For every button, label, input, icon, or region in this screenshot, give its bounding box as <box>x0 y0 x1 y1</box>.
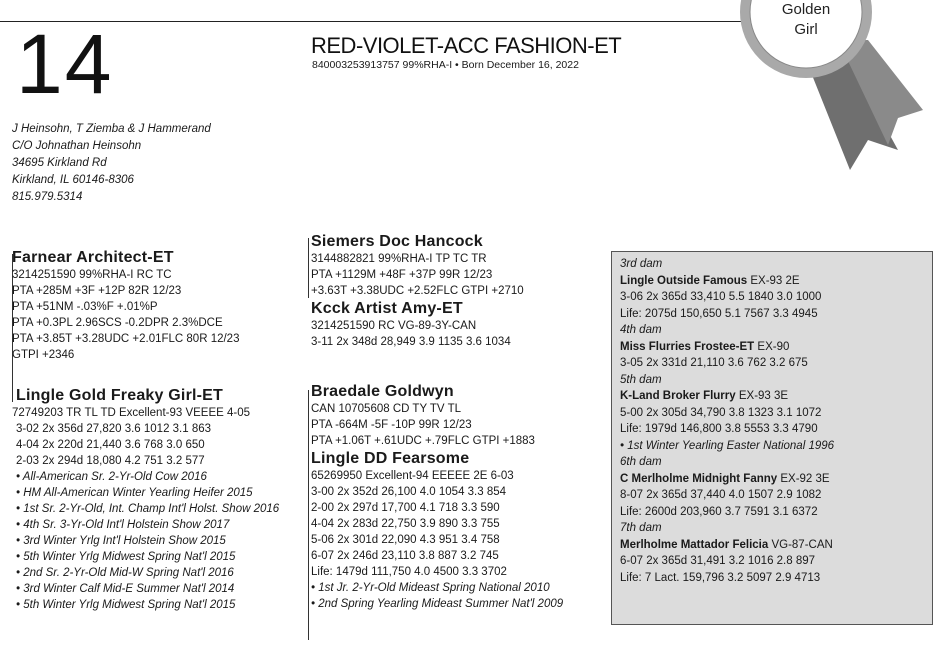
ancestor-line: Life: 2600d 203,960 3.7 7591 3.1 6372 <box>620 505 818 518</box>
ancestor-line: Life: 2075d 150,650 5.1 7567 3.3 4945 <box>620 307 818 320</box>
dam-line: 2-03 2x 294d 18,080 4.2 751 3.2 577 <box>16 455 205 467</box>
animal-details: 840003253913757 99%RHA-I • Born December 16, 2022 <box>312 59 579 71</box>
ancestor-label: 7th dam <box>620 522 662 534</box>
sire-of-sire-line: PTA +1129M +48F +37P 99R 12/23 <box>311 269 493 281</box>
dam-honor: • HM All-American Winter Yearling Heifer 2015 <box>16 487 253 499</box>
sire-parents-block <box>311 232 524 350</box>
ancestry-box <box>611 251 933 625</box>
dam-of-dam-line: Life: 1479d 111,750 4.0 4500 3.3 3702 <box>311 566 507 578</box>
sire-line: 3214251590 99%RHA-I RC TC <box>12 269 172 281</box>
owner-line: 34695 Kirkland Rd <box>12 157 107 169</box>
dam-honor: • 5th Winter Yrlg Midwest Spring Nat'l 2015 <box>16 599 236 611</box>
sire-line: GTPI +2346 <box>12 349 75 361</box>
dam-line: 72749203 TR TL TD Excellent-93 VEEEE 4-05 <box>12 407 251 419</box>
dam-name: Lingle Gold Freaky Girl-ET <box>16 387 224 404</box>
dam-honor: • 1st Sr. 2-Yr-Old, Int. Champ Int'l Holst. Show 2016 <box>16 503 280 515</box>
ancestor-label: 6th dam <box>620 456 662 468</box>
ancestor-label: 3rd dam <box>620 258 663 270</box>
sire-block <box>12 248 239 363</box>
ancestor-honor: • 1st Winter Yearling Easter National 1996 <box>620 439 835 452</box>
sire-line: PTA +0.3PL 2.96SCS -0.2DPR 2.3%DCE <box>12 317 223 329</box>
ancestor-heading: Miss Flurries Frostee-ET EX-90 <box>620 340 790 353</box>
ancestor-label: 5th dam <box>620 373 662 386</box>
sire-line: PTA +285M +3F +12P 82R 12/23 <box>12 285 182 297</box>
sire-line: PTA +51NM -.03%F +.01%P <box>12 301 158 313</box>
ribbon-line: Golden <box>781 1 831 18</box>
ancestor-line: 3-06 2x 365d 33,410 5.5 1840 3.0 1000 <box>620 291 822 303</box>
dam-honor: • 3rd Winter Calf Mid-E Summer Nat'l 2014 <box>16 583 235 595</box>
ancestor-label: 4th dam <box>620 324 662 336</box>
owner-line: 815.979.5314 <box>12 191 83 203</box>
ancestor-heading: Lingle Outside Famous EX-93 2E <box>620 274 800 287</box>
sire-of-sire-line: 3144882821 99%RHA-I TP TC TR <box>311 253 487 265</box>
ancestor-heading: Merlholme Mattador Felicia VG-87-CAN <box>620 538 833 551</box>
ancestor-line: Life: 1979d 146,800 3.8 5553 3.3 4790 <box>620 423 818 435</box>
dam-parents-bracket <box>308 390 309 640</box>
dam-honor: • 4th Sr. 3-Yr-Old Int'l Holstein Show 2017 <box>16 519 230 531</box>
dam-of-dam-line: 6-07 2x 246d 23,110 3.8 887 3.2 745 <box>311 550 499 562</box>
dam-block <box>12 386 280 613</box>
dam-honor: • 5th Winter Yrlg Midwest Spring Nat'l 2015 <box>16 551 236 563</box>
sire-parents-bracket <box>308 238 309 298</box>
lot-number: 14 <box>16 17 114 111</box>
sire-line: PTA +3.85T +3.28UDC +2.01FLC 80R 12/23 <box>12 333 240 345</box>
dam-honor: • 3rd Winter Yrlg Int'l Holstein Show 2015 <box>16 535 226 547</box>
dam-of-sire-line: 3-11 2x 348d 28,949 3.9 1135 3.6 1034 <box>311 336 511 348</box>
owner-line: J Heinsohn, T Ziemba & J Hammerand <box>12 123 211 135</box>
dam-of-dam-name: Lingle DD Fearsome <box>311 450 470 467</box>
dam-honor: • All-American Sr. 2-Yr-Old Cow 2016 <box>16 471 207 483</box>
owner-line: Kirkland, IL 60146-8306 <box>12 174 134 186</box>
ancestor-line: 6-07 2x 365d 31,491 3.2 1016 2.8 897 <box>620 555 816 567</box>
owner-info <box>12 121 211 206</box>
dam-line: 3-02 2x 356d 27,820 3.6 1012 3.1 863 <box>16 423 212 435</box>
animal-name: RED-VIOLET-ACC FASHION-ET <box>311 33 622 58</box>
dam-of-dam-line: 4-04 2x 283d 22,750 3.9 890 3.3 755 <box>311 518 500 530</box>
dam-of-dam-honor: • 2nd Spring Yearling Mideast Summer Nat'l 2009 <box>311 598 564 610</box>
sire-name: Farnear Architect-ET <box>12 249 174 266</box>
ancestor-line: 8-07 2x 365d 37,440 4.0 1507 2.9 1082 <box>620 489 822 501</box>
sire-of-sire-name: Siemers Doc Hancock <box>311 233 483 250</box>
ribbon-label <box>760 0 852 40</box>
sire-of-dam-line: PTA -664M -5F -10P 99R 12/23 <box>311 419 472 431</box>
dam-of-dam-line: 3-00 2x 352d 26,100 4.0 1054 3.3 854 <box>311 486 507 498</box>
dam-of-dam-honor: • 1st Jr. 2-Yr-Old Mideast Spring National 2010 <box>311 582 550 594</box>
sire-of-dam-name: Braedale Goldwyn <box>311 383 454 400</box>
owner-line: C/O Johnathan Heinsohn <box>12 140 142 152</box>
dam-of-sire-line: 3214251590 RC VG-89-3Y-CAN <box>311 320 477 332</box>
dam-parents-block <box>311 382 563 612</box>
sire-of-sire-line: +3.63T +3.38UDC +2.52FLC GTPI +2710 <box>311 285 524 297</box>
dam-of-dam-line: 5-06 2x 301d 22,090 4.3 951 3.4 758 <box>311 534 500 546</box>
ancestor-heading: K-Land Broker Flurry EX-93 3E <box>620 390 789 402</box>
ancestor-line: 3-05 2x 331d 21,110 3.6 762 3.2 675 <box>620 357 808 369</box>
ancestor-line: Life: 7 Lact. 159,796 3.2 5097 2.9 4713 <box>620 571 821 584</box>
dam-line: 4-04 2x 220d 21,440 3.6 768 3.0 650 <box>16 439 205 451</box>
ribbon-line: Girl <box>794 21 818 38</box>
dam-honor: • 2nd Sr. 2-Yr-Old Mid-W Spring Nat'l 2016 <box>16 567 234 579</box>
ancestor-heading: C Merlholme Midnight Fanny EX-92 3E <box>620 472 830 485</box>
dam-of-dam-line: 2-00 2x 297d 17,700 4.1 718 3.3 590 <box>311 502 500 514</box>
sire-of-dam-line: PTA +1.06T +.61UDC +.79FLC GTPI +1883 <box>311 435 535 447</box>
ancestor-line: 5-00 2x 305d 34,790 3.8 1323 3.1 1072 <box>620 406 822 419</box>
dam-of-sire-name: Kcck Artist Amy-ET <box>311 300 463 317</box>
header-rule <box>0 21 770 22</box>
dam-of-dam-line: 65269950 Excellent-94 EEEEE 2E 6-03 <box>311 470 514 482</box>
sire-of-dam-line: CAN 10705608 CD TY TV TL <box>311 403 462 415</box>
